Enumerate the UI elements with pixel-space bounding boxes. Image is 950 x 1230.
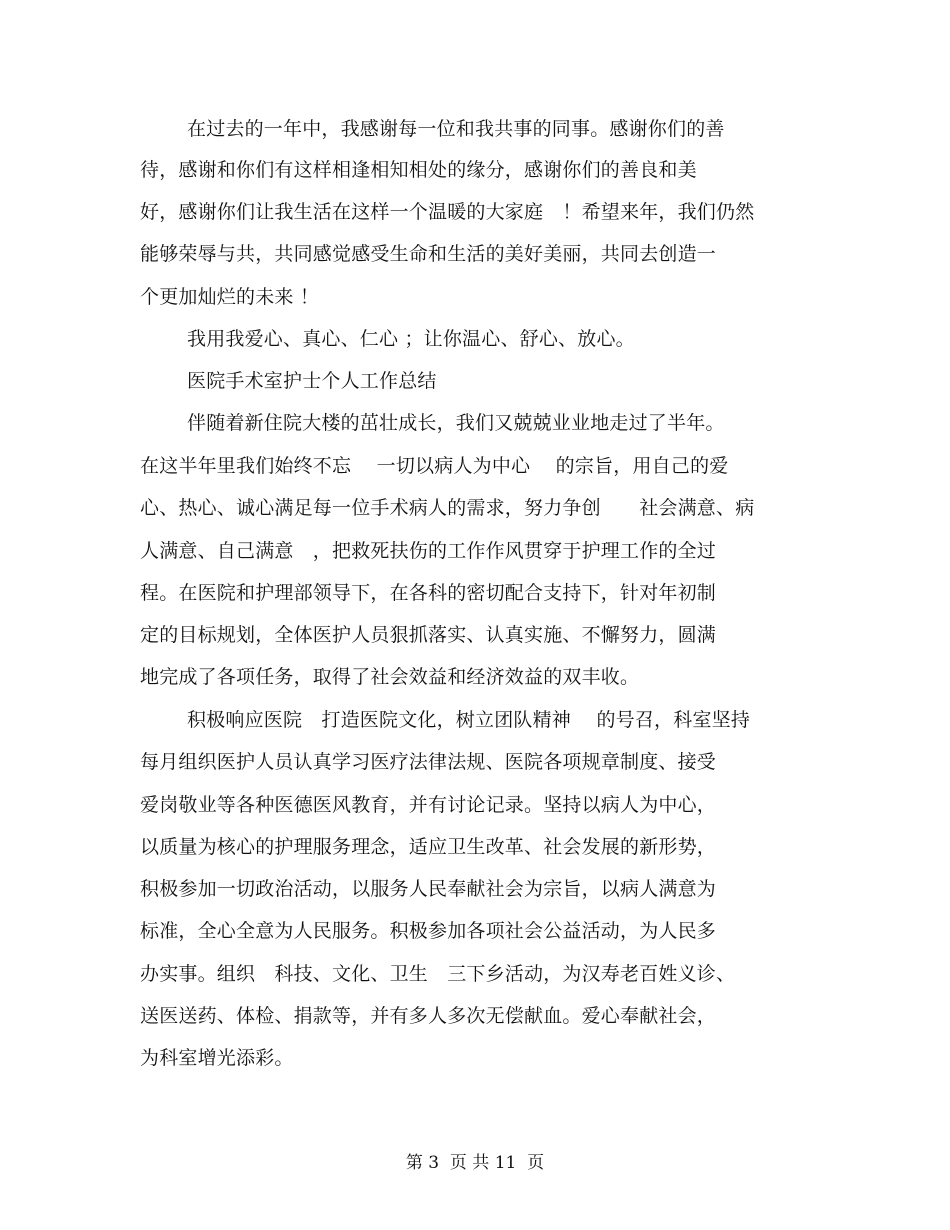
paragraph-line: 好，感谢你们让我生活在这样一个温暖的大家庭 ！希望来年，我们仍然 [140, 201, 755, 223]
paragraph-line: 待，感谢和你们有这样相逢相知相处的缘分，感谢你们的善良和美 [140, 159, 697, 181]
paragraph-line: 我用我爱心、真心、仁心 ；让你温心、舒心、放心。 [187, 328, 635, 350]
paragraph-line: 为科室增光添彩。 [140, 1047, 294, 1069]
paragraph-line: 积极参加一切政治活动，以服务人民奉献社会为宗旨，以病人满意为 [140, 878, 717, 900]
paragraph-line: 能够荣辱与共，共同感觉感受生命和生活的美好美丽，共同去创造一 [140, 243, 717, 265]
paragraph-line: 定的目标规划，全体医护人员狠抓落实、认真实施、不懈努力，圆满 [140, 624, 717, 646]
paragraph-line: 送医送药、体检、捐款等，并有多人多次无偿献血。爱心奉献社会， [140, 1005, 717, 1027]
paragraph-line: 每月组织医护人员认真学习医疗法律法规、医院各项规章制度、接受 [140, 751, 717, 773]
paragraph-line: 程。在医院和护理部领导下，在各科的密切配合支持下，针对年初制 [140, 582, 717, 604]
paragraph-line: 积极响应医院 打造医院文化，树立团队精神 的号召，科室坚持 [187, 709, 751, 731]
page-number-footer: 第 3 页 共 11 页 [405, 1153, 545, 1173]
paragraph-line: 在过去的一年中，我感谢每一位和我共事的同事。感谢你们的善 [187, 118, 725, 140]
paragraph-line: 心、热心、诚心满足每一位手术病人的需求，努力争创 社会满意、病 [140, 497, 755, 519]
paragraph-line: 以质量为核心的护理服务理念，适应卫生改革、社会发展的新形势， [140, 836, 717, 858]
paragraph-line: 爱岗敬业等各种医德医风教育，并有讨论记录。坚持以病人为中心， [140, 794, 717, 816]
paragraph-line: 办实事。组织 科技、文化、卫生 三下乡活动，为汉寿老百姓义诊、 [140, 963, 736, 985]
section-heading: 医院手术室护士个人工作总结 [187, 370, 437, 392]
paragraph-line: 个更加灿烂的未来 ！ [140, 286, 320, 308]
paragraph-line: 地完成了各项任务，取得了社会效益和经济效益的双丰收。 [140, 666, 640, 688]
paragraph-line: 伴随着新住院大楼的茁壮成长，我们又兢兢业业地走过了半年。 [187, 412, 725, 434]
paragraph-line: 标准，全心全意为人民服务。积极参加各项社会公益活动，为人民多 [140, 920, 717, 942]
paragraph-line: 在这半年里我们始终不忘 一切以病人为中心 的宗旨，用自己的爱 [140, 455, 729, 477]
paragraph-line: 人满意、自己满意 ，把救死扶伤的工作作风贯穿于护理工作的全过 [140, 540, 717, 562]
